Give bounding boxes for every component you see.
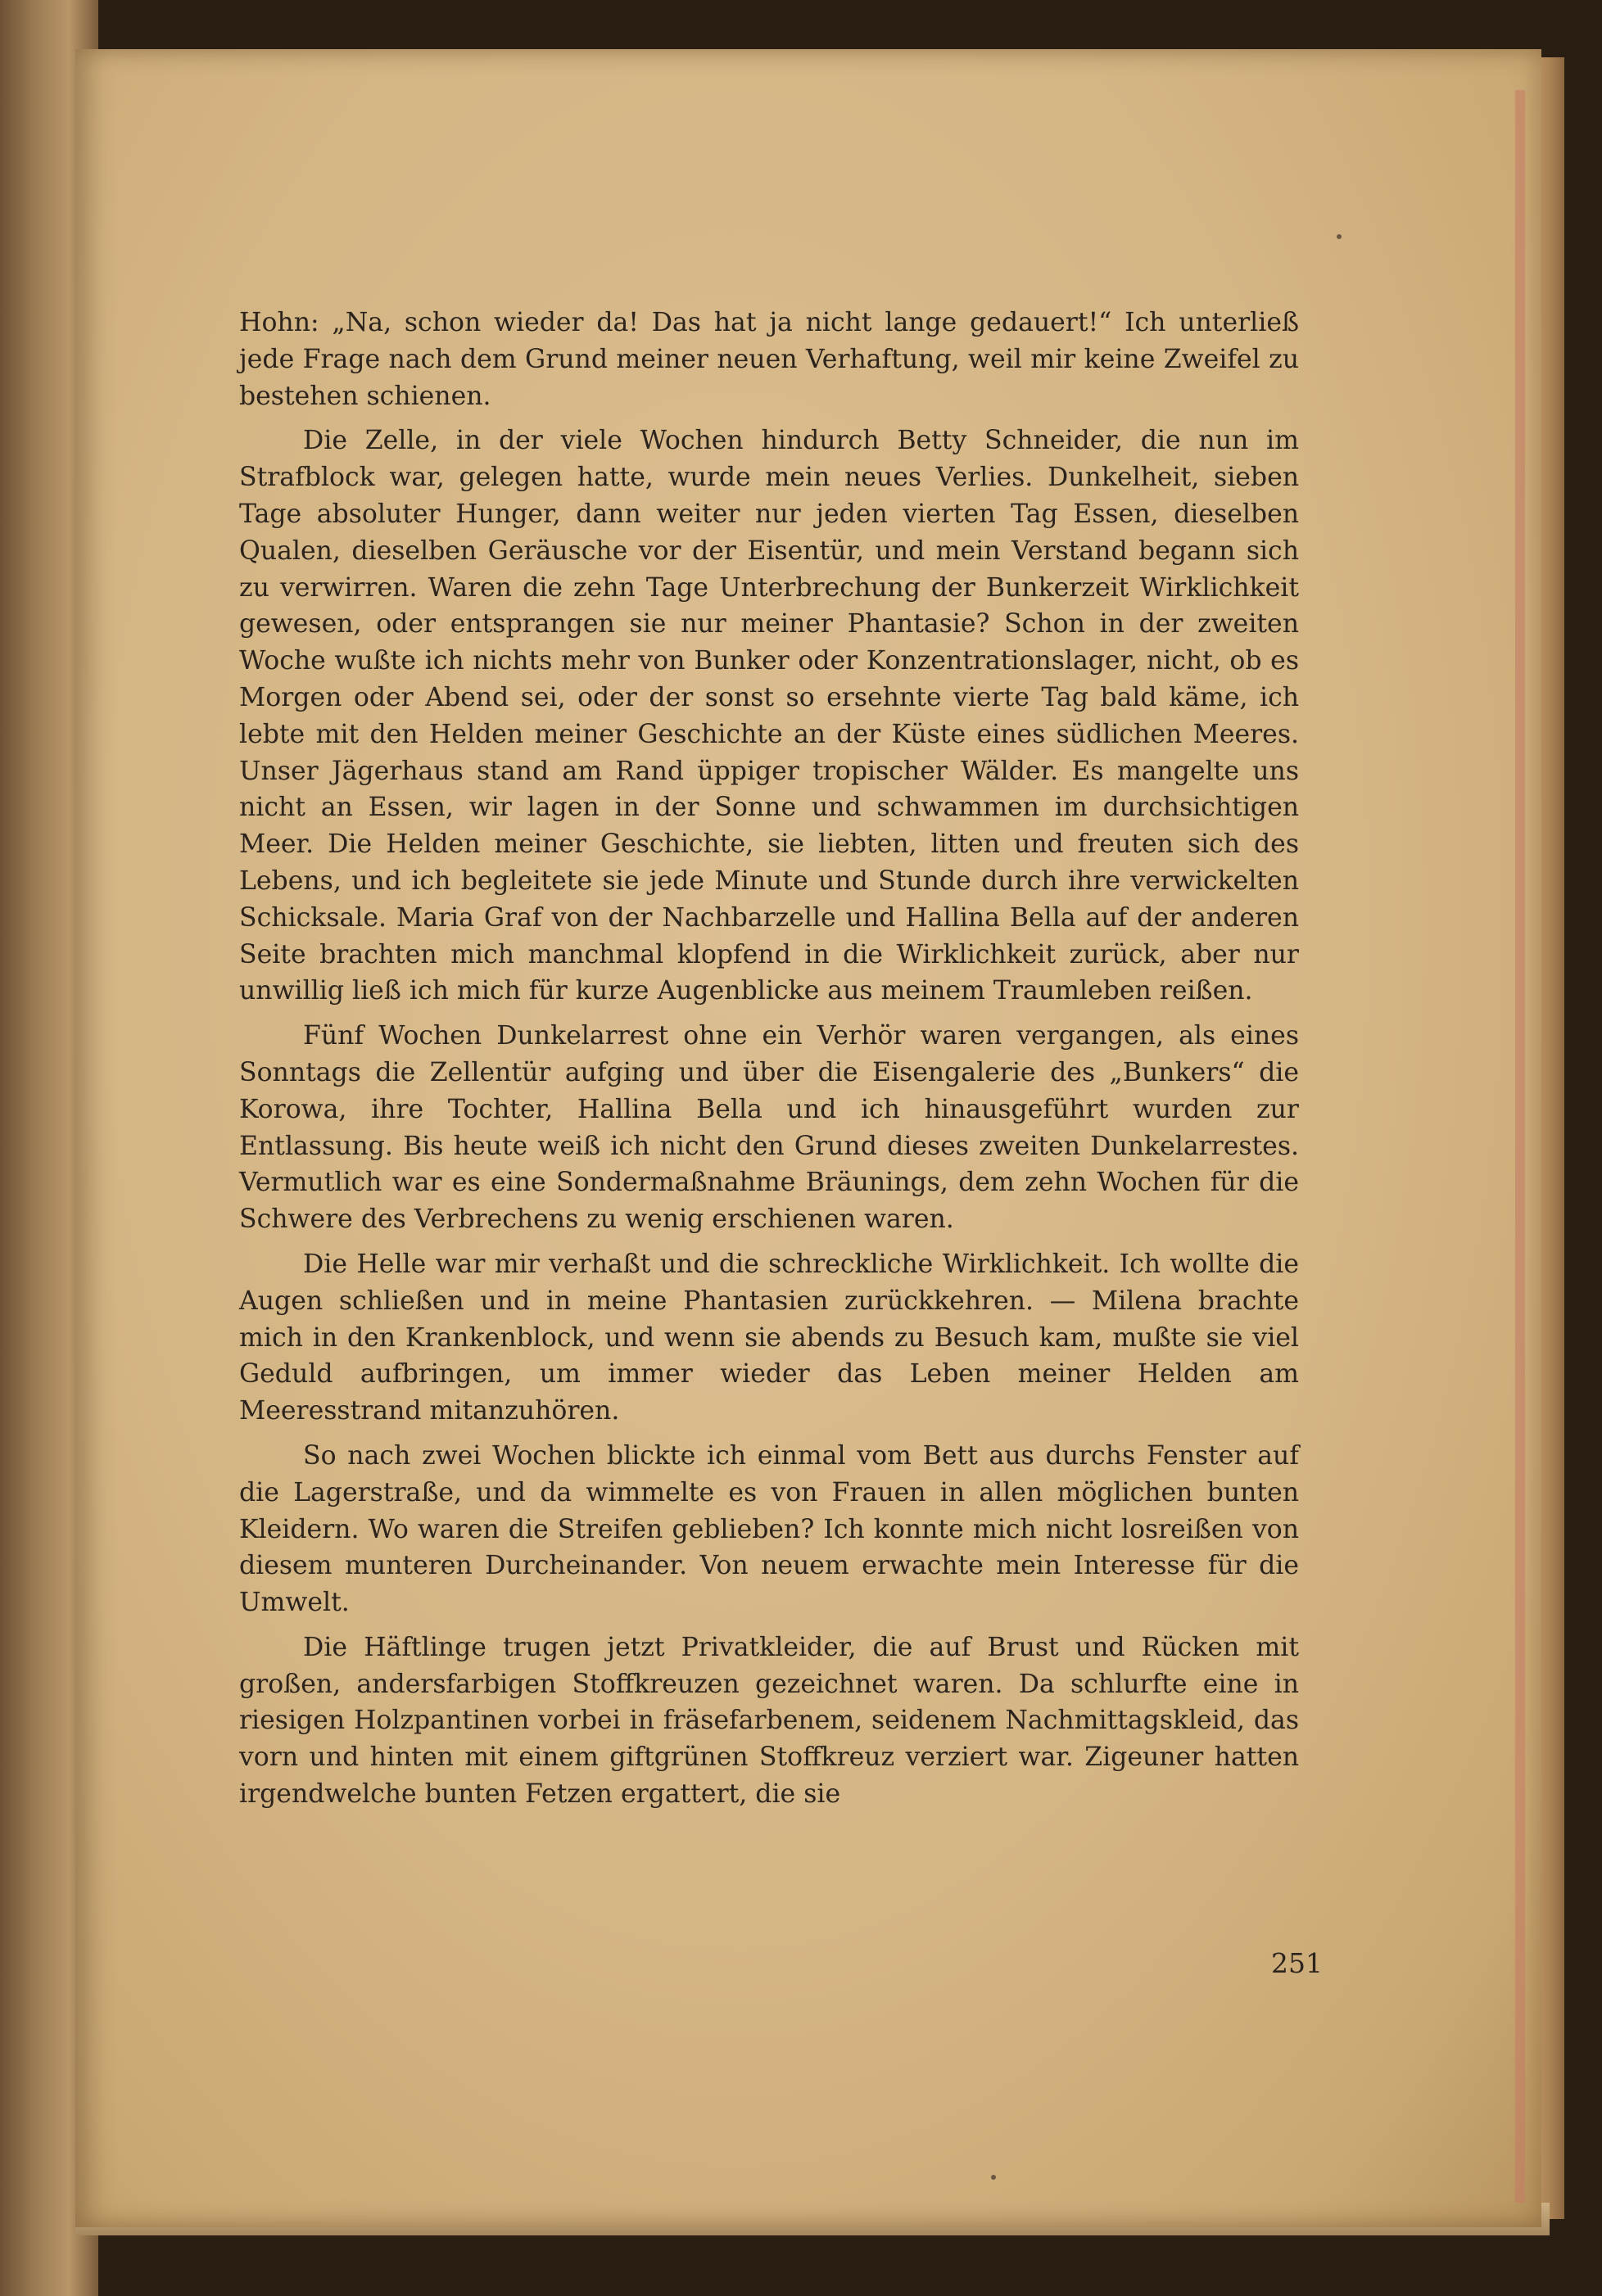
paragraph: Die Helle war mir verhaßt und die schreckliche Wirklichkeit. Ich wollte die Augen schließen und in meine Phantasien zurückkehren. — Milena brachte mich in den Krankenblock, und wenn sie abends zu Besuch kam, mußte sie viel Geduld aufbringen, um immer wieder das Leben meiner Helden am Meeresstrand mitanzuhören. — [239, 1249, 1299, 1426]
paper-speck — [1337, 234, 1342, 239]
paragraph: Die Zelle, in der viele Wochen hindurch Betty Schneider, die nun im Strafblock war, gelegen hatte, wurde mein neues Verlies. Dunkelheit, sieben Tage absoluter Hunger, dann weiter nur jeden vierten Tag Essen, dieselben Qualen, dieselben Geräusche vor der Eisentür, und mein Verstand begann sich zu verwirren. Waren die zehn Tage Unterbrechung der Bunkerzeit Wirklichkeit gewesen, oder entsprangen sie nur meiner Phantasie? Schon in der zweiten Woche wußte ich nichts mehr von Bunker oder Konzentrationslager, nicht, ob es Morgen oder Abend sei, oder der sonst so ersehnte vierte Tag bald käme, ich lebte mit den Helden meiner Geschichte an der Küste eines südlichen Meeres. Unser Jägerhaus stand am Rand üppiger tropischer Wälder. Es mangelte uns nicht an Essen, wir lagen in der Sonne und schwammen im durchsichtigen Meer. Die Helden meiner Geschichte, sie liebten, litten und freuten sich des Lebens, und ich begleitete sie jede Minute und Stunde durch ihre verwickelten Schicksale. Maria Graf von der Nachbarzelle und Hallina Bella auf der anderen Seite brachten mich manchmal klopfend in die Wirklichkeit zurück, aber nur unwillig ließ ich mich für kurze Augenblicke aus meinem Traumleben reißen. — [239, 426, 1299, 1006]
page-number: 251 — [1271, 1947, 1323, 1979]
paragraph: Hohn: „Na, schon wieder da! Das hat ja nicht lange gedauert!“ Ich unterließ jede Frage nach dem Grund meiner neuen Verhaftung, weil mir keine Zweifel zu bestehen schienen. — [239, 308, 1299, 411]
paragraph: So nach zwei Wochen blickte ich einmal vom Bett aus durchs Fenster auf die Lagerstraße, und da wimmelte es von Frauen in allen möglichen bunten Kleidern. Wo waren die Streifen geblieben? Ich konnte mich nicht losreißen von diesem munteren Durcheinander. Von neuem erwachte mein Interesse für die Umwelt. — [239, 1440, 1299, 1618]
body-text — [239, 305, 1299, 1821]
page-edge-stain — [1515, 90, 1525, 2203]
paper-speck — [991, 2175, 996, 2180]
paragraph: Fünf Wochen Dunkelarrest ohne ein Verhör waren vergangen, als eines Sonntags die Zellentür aufging und über die Eisengalerie des „Bunkers“ die Korowa, ihre Tochter, Hallina Bella und ich hinausgeführt wurden zur Entlassung. Bis heute weiß ich nicht den Grund dieses zweiten Dunkelarrestes. Vermutlich war es eine Sondermaßnahme Bräunings, dem zehn Wochen für die Schwere des Verbrechens zu wenig erschienen waren. — [239, 1021, 1299, 1235]
paragraph: Die Häftlinge trugen jetzt Privatkleider, die auf Brust und Rücken mit großen, andersfarbigen Stoffkreuzen gezeichnet waren. Da schlurfte eine in riesigen Holzpantinen vorbei in fräsefarbenem, seidenem Nachmittagskleid, das vorn und hinten mit einem giftgrünen Stoffkreuz verziert war. Zigeuner hatten irgendwelche bunten Fetzen ergattert, die sie — [239, 1632, 1299, 1810]
